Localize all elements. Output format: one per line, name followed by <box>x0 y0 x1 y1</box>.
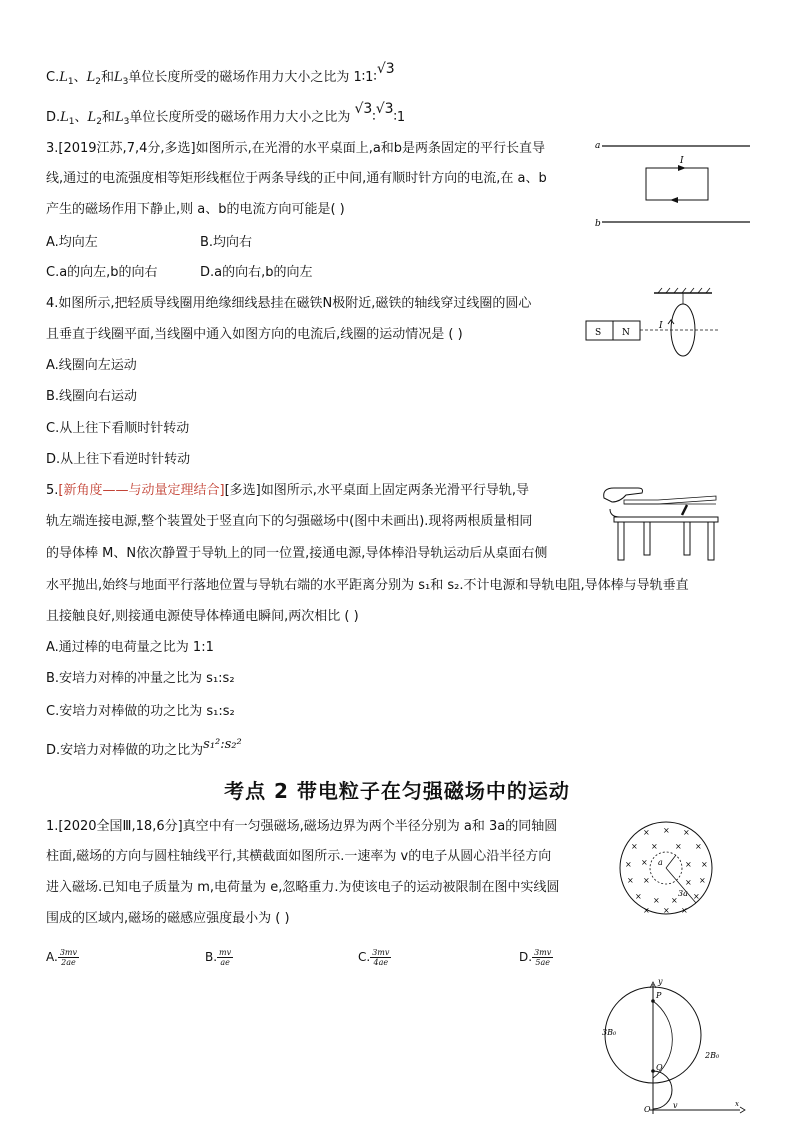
sub-1: 1 <box>68 117 75 127</box>
sqrt-three: √3 <box>375 101 394 117</box>
symbol-l1: L <box>60 110 69 125</box>
q3-option-c: C.a的向左,b的向右 <box>46 265 158 280</box>
sub-3: 3 <box>122 77 129 87</box>
cross-mark: × <box>695 842 702 851</box>
denominator: 4ae <box>373 958 389 967</box>
radius-a <box>666 855 676 868</box>
sqrt-three: √3 <box>354 101 373 117</box>
q3-line-1: 3.[2019江苏,7,4分,多选]如图所示,在光滑的水平桌面上,a和b是两条固定的平行长直导 <box>46 141 546 156</box>
q3-option-b: B.均向右 <box>200 235 253 250</box>
denominator: 2ae <box>61 958 76 967</box>
rail-front <box>610 509 716 517</box>
numerator: 3mv <box>59 948 78 957</box>
fraction <box>217 948 233 967</box>
arrow-left-icon <box>670 197 678 203</box>
label-current: I <box>659 321 663 331</box>
and-word: 和 <box>101 110 115 125</box>
label-a: a <box>658 858 663 867</box>
denominator: ae <box>220 958 230 967</box>
cross-mark: × <box>685 860 692 869</box>
q4-figure <box>584 284 724 364</box>
cross-mark: × <box>625 860 632 869</box>
q4-option-c: C.从上往下看顺时针转动 <box>46 421 190 436</box>
cross-mark: × <box>693 892 700 901</box>
cross-mark: × <box>685 878 692 887</box>
s1-line-2: 柱面,磁场的方向与圆柱轴线平行,其横截面如图所示.一速率为 v的电子从圆心沿半径方向 <box>46 849 552 864</box>
option-label: D. <box>519 950 533 964</box>
q5-option-d <box>46 737 242 760</box>
q5-line-5: 且接触良好,则接通电源使导体棒通电瞬间,两次相比 ( ) <box>46 609 359 624</box>
table-edge <box>614 517 718 522</box>
q5-tag: [新角度——与动量定理结合] <box>58 483 225 498</box>
q5-line-1-text: [多选]如图所示,水平桌面上固定两条光滑平行导轨,导 <box>224 483 529 498</box>
option-text: D.安培力对棒做的功之比为 <box>46 743 204 758</box>
s1-option-a <box>46 948 79 967</box>
cross-mark: × <box>653 896 660 905</box>
cross-mark: × <box>675 842 682 851</box>
cross-mark: × <box>643 876 650 885</box>
fraction <box>532 948 553 967</box>
s1-line-4: 围成的区域内,磁场的磁感应强度最小为 ( ) <box>46 911 290 926</box>
point-q <box>651 1069 655 1073</box>
coordinate-figure <box>590 978 750 1118</box>
q5-figure <box>598 478 728 568</box>
denominator: 5ae <box>535 958 550 967</box>
separator: 、 <box>74 110 88 125</box>
cross-mark: × <box>699 876 706 885</box>
cross-mark: × <box>701 860 708 869</box>
table-leg <box>618 522 624 560</box>
s1-figure-magnetic-annulus <box>616 818 716 918</box>
label-y: y <box>658 978 663 986</box>
numerator: 3mv <box>534 948 552 957</box>
label-2b0: 2B₀ <box>705 1051 720 1060</box>
prev-option-c <box>46 61 395 91</box>
label-3b0: 3B₀ <box>602 1028 617 1037</box>
q4-line-2: 且垂直于线圈平面,当线圈中通入如图方向的电流后,线圈的运动情况是 ( ) <box>46 327 463 342</box>
q3-option-d: D.a的向右,b的向左 <box>200 265 313 280</box>
numerator: 3mv <box>372 948 390 957</box>
label-3a: 3a <box>678 889 688 898</box>
q4-option-b: B.线圈向右运动 <box>46 389 138 404</box>
label-q: Q <box>656 1063 663 1072</box>
cross-mark: × <box>635 892 642 901</box>
s1-option-d <box>519 948 553 967</box>
q5-line-2: 轨左端连接电源,整个装置处于竖直向下的匀强磁场中(图中未画出).现将两根质量相同 <box>46 514 533 529</box>
cross-mark: × <box>631 842 638 851</box>
label-s: S <box>595 328 602 338</box>
q5-number: 5. <box>46 483 59 498</box>
cross-mark: × <box>683 828 690 837</box>
numerator: mv <box>219 948 232 957</box>
sub-1: 1 <box>67 77 74 87</box>
small-semicircle <box>653 1071 672 1109</box>
cross-mark: × <box>651 842 658 851</box>
table-leg <box>644 522 650 555</box>
section-title: 考点 2 带电粒子在匀强磁场中的运动 <box>224 779 570 803</box>
q3-option-a: A.均向左 <box>46 235 98 250</box>
option-text: 单位长度所受的磁场作用力大小之比为 1∶1∶ <box>128 70 377 85</box>
fraction <box>58 948 79 967</box>
label-x: x <box>735 1100 739 1108</box>
cross-mark: × <box>627 876 634 885</box>
label-o: O <box>644 1105 651 1114</box>
label-b: b <box>595 219 601 229</box>
label-current: I <box>680 156 684 166</box>
point-p <box>651 999 655 1003</box>
option-label: C. <box>358 950 371 964</box>
cross-mark: × <box>643 828 650 837</box>
q4-line-1: 4.如图所示,把轻质导线圈用绝缘细线悬挂在磁铁N极附近,磁铁的轴线穿过线圈的圆心 <box>46 296 532 311</box>
q5-option-b: B.安培力对棒的冲量之比为 s₁:s₂ <box>46 671 235 686</box>
q5-option-a: A.通过棒的电荷量之比为 1:1 <box>46 640 214 655</box>
symbol-l3: L <box>114 110 124 125</box>
label-v: v <box>673 1101 678 1110</box>
and-word: 和 <box>100 70 114 85</box>
q4-option-d: D.从上往下看逆时针转动 <box>46 452 191 467</box>
table-leg <box>684 522 690 555</box>
cross-mark: × <box>681 906 688 915</box>
cross-mark: × <box>641 858 648 867</box>
separator: 、 <box>73 70 87 85</box>
s1-line-3: 进入磁场.已知电子质量为 m,电荷量为 e,忽略重力.为使该电子的运动被限制在图中实线圆 <box>46 880 560 895</box>
option-text: 单位长度所受的磁场作用力大小之比为 <box>129 110 351 125</box>
s1-line-1: 1.[2020全国Ⅲ,18,6分]真空中有一匀强磁场,磁场边界为两个半径分别为 a和 3a的同轴圆 <box>46 819 558 834</box>
q3-figure <box>594 136 754 236</box>
table-top <box>624 496 716 504</box>
symbol-l3: L <box>114 70 123 85</box>
q3-line-3: 产生的磁场作用下静止,则 a、b的电流方向可能是( ) <box>46 202 345 217</box>
option-label: A. <box>46 950 58 964</box>
cross-mark: × <box>663 826 670 835</box>
label-p: P <box>656 991 662 1000</box>
s1-option-c <box>358 948 391 967</box>
sub-2: 2 <box>95 77 101 87</box>
cross-mark: × <box>643 906 650 915</box>
s1-option-b <box>205 948 233 967</box>
q3-line-2: 线,通过的电流强度相等矩形线框位于两条导线的正中间,通有顺时针方向的电流,在 a、b <box>46 171 547 186</box>
option-label: B. <box>205 950 218 964</box>
fraction <box>370 948 391 967</box>
q5-line-3: 的导体棒 M、N依次静置于导轨上的同一位置,接通电源,导体棒沿导轨运动后从桌面右侧 <box>46 546 548 561</box>
colon: ∶ <box>372 110 376 125</box>
option-math: s₁²:s₂² <box>203 737 242 752</box>
symbol-l1: L <box>59 70 68 85</box>
option-prefix: C. <box>46 70 60 85</box>
q5-option-c: C.安培力对棒做的功之比为 s₁:s₂ <box>46 704 235 719</box>
conductor-rod <box>682 505 687 515</box>
sub-3: 3 <box>123 117 130 127</box>
q4-option-a: A.线圈向左运动 <box>46 358 137 373</box>
sqrt-three: √3 <box>376 61 395 77</box>
rectangular-loop <box>646 168 708 200</box>
label-a: a <box>595 141 601 151</box>
q5-line-1 <box>46 482 529 500</box>
x-arrow-icon <box>740 1107 745 1113</box>
option-tail: ∶1 <box>393 110 406 125</box>
label-n: N <box>622 328 630 338</box>
cross-mark: × <box>663 906 670 915</box>
sub-2: 2 <box>96 117 102 127</box>
cross-mark: × <box>671 896 678 905</box>
symbol-l2: L <box>87 110 97 125</box>
q5-line-4: 水平抛出,始终与地面平行落地位置与导轨右端的水平距离分别为 s₁和 s₂.不计电源和导轨电阻,导体棒与导轨垂直 <box>46 578 689 593</box>
option-prefix: D. <box>46 110 61 125</box>
prev-option-d <box>46 101 406 131</box>
symbol-l2: L <box>86 70 96 85</box>
table-leg <box>708 522 714 560</box>
